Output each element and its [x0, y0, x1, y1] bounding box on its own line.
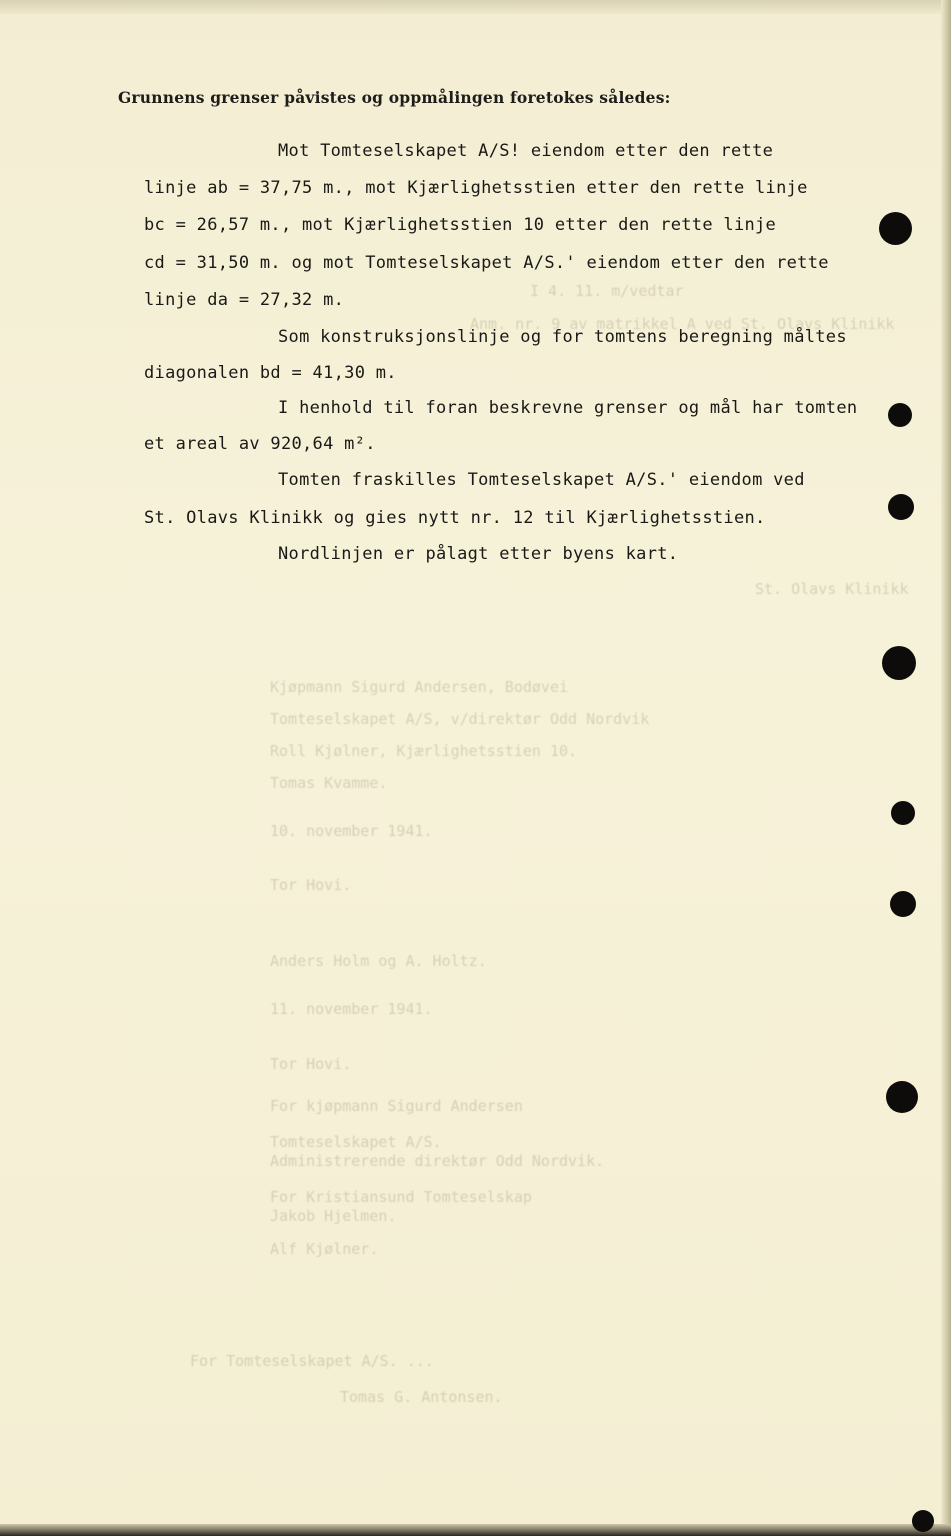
bleed-through-text: Kjøpmann Sigurd Andersen, Bodøvei: [270, 678, 569, 696]
bleed-through-text: Anders Holm og A. Holtz.: [270, 952, 487, 970]
bleed-through-text: Alf Kjølner.: [270, 1240, 379, 1258]
page-right-edge: [941, 0, 951, 1536]
punch-hole: [879, 212, 912, 245]
paragraph-line: Som konstruksjonslinje og for tomtens beregning måltes: [278, 327, 847, 347]
paragraph-line: diagonalen bd = 41,30 m.: [144, 363, 397, 383]
page-bottom-edge: [0, 1524, 951, 1536]
paragraph-line: linje da = 27,32 m.: [144, 290, 345, 310]
punch-hole: [886, 1081, 918, 1113]
paragraph-line: Mot Tomteselskapet A/S! eiendom etter den rette: [278, 141, 774, 161]
document-heading: Grunnens grenser påvistes og oppmålingen foretokes således:: [118, 88, 671, 107]
paragraph-line: et areal av 920,64 m².: [144, 434, 376, 454]
bleed-through-text: Tomteselskapet A/S, v/direktør Odd Nordvik: [270, 710, 650, 728]
bleed-through-text: Tor Hovi.: [270, 1055, 352, 1073]
punch-hole: [888, 403, 912, 427]
paragraph-line: Nordlinjen er pålagt etter byens kart.: [278, 544, 679, 564]
bleed-through-text: Tomas Kvamme.: [270, 774, 388, 792]
paragraph-line: I henhold til foran beskrevne grenser og mål har tomten: [278, 398, 858, 418]
punch-hole: [882, 646, 916, 680]
bleed-through-text: Jakob Hjelmen.: [270, 1207, 397, 1225]
paragraph-line: Tomten fraskilles Tomteselskapet A/S.' eiendom ved: [278, 470, 805, 490]
punch-hole: [891, 801, 915, 825]
bleed-through-text: 11. november 1941.: [270, 1000, 433, 1018]
paragraph-line: linje ab = 37,75 m., mot Kjærlighetsstien etter den rette linje: [144, 178, 808, 198]
paragraph-line: bc = 26,57 m., mot Kjærlighetsstien 10 etter den rette linje: [144, 215, 777, 235]
punch-hole: [888, 494, 914, 520]
bleed-through-text: 10. november 1941.: [270, 822, 433, 840]
page-top-edge: [0, 0, 951, 14]
bleed-through-text: For Tomteselskapet A/S. ...: [190, 1352, 434, 1370]
bleed-through-text: Tomteselskapet A/S.: [270, 1133, 442, 1151]
bleed-through-text: Administrerende direktør Odd Nordvik.: [270, 1152, 605, 1170]
bleed-through-text: For kjøpmann Sigurd Andersen: [270, 1097, 523, 1115]
bleed-through-text: For Kristiansund Tomteselskap: [270, 1188, 532, 1206]
bleed-through-text: Anm. nr. 9 av matrikkel A ved St. Olavs Klinikk: [470, 315, 895, 333]
paragraph-line: St. Olavs Klinikk og gies nytt nr. 12 til Kjærlighetsstien.: [144, 508, 766, 528]
bleed-through-text: Tomas G. Antonsen.: [340, 1388, 503, 1406]
punch-hole: [912, 1510, 934, 1532]
bleed-through-text: Roll Kjølner, Kjærlighetsstien 10.: [270, 742, 578, 760]
bleed-through-text: St. Olavs Klinikk: [755, 580, 909, 598]
bleed-through-text: Tor Hovi.: [270, 876, 352, 894]
paragraph-line: cd = 31,50 m. og mot Tomteselskapet A/S.' eiendom etter den rette: [144, 253, 829, 273]
punch-hole: [890, 891, 916, 917]
bleed-through-text: I 4. 11. m/vedtar: [530, 282, 684, 300]
